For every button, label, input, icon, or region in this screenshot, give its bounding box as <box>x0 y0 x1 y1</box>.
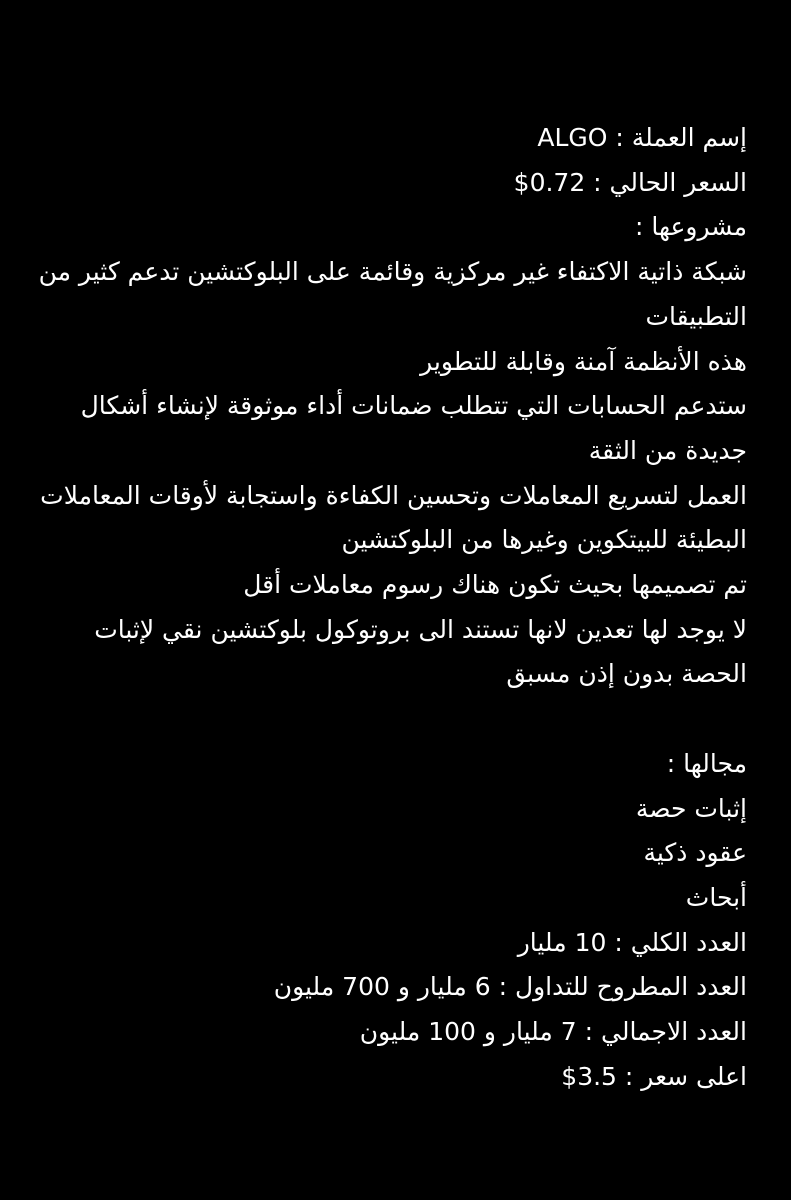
fields-heading: مجالها : <box>666 748 747 778</box>
project-line: تم تصميمها بحيث تكون هناك رسوم معاملات أقل <box>243 570 747 600</box>
all-time-high-line: اعلى سعر : 3.5$ <box>561 1061 747 1091</box>
field-item: عقود ذكية <box>643 838 747 868</box>
project-line: شبكة ذاتية الاكتفاء غير مركزية وقائمة على البلوكتشين تدعم كثير من التطبيقات <box>30 257 747 331</box>
project-line: لا يوجد لها تعدين لانها تستند الى بروتوكول بلوكتشين نقي لإثبات الحصة بدون إذن مسبق <box>86 614 747 689</box>
coin-name-line: إسم العملة : ALGO <box>537 123 747 152</box>
total-supply-line: العدد الكلي : 10 مليار <box>517 927 747 957</box>
field-item: أبحاث <box>685 882 747 912</box>
current-price-line: السعر الحالي : 0.72$ <box>513 167 747 197</box>
field-item: إثبات حصة <box>635 793 747 823</box>
project-heading: مشروعها : <box>635 212 747 242</box>
circulating-supply-line: العدد المطروح للتداول : 6 مليار و 700 مليون <box>273 972 747 1002</box>
blank-line <box>30 697 747 742</box>
project-line: هذه الأنظمة آمنة وقابلة للتطوير <box>420 346 747 376</box>
overall-supply-line: العدد الاجمالي : 7 مليار و 100 مليون <box>359 1017 747 1047</box>
project-line: العمل لتسريع المعاملات وتحسين الكفاءة واستجابة لأوقات المعاملات البطيئة للبيتكوين وغيرها من البلوكتشين <box>32 480 747 555</box>
note-text <box>30 116 747 1099</box>
project-line: ستدعم الحسابات التي تتطلب ضمانات أداء موثوقة لإنشاء أشكال جديدة من الثقة <box>72 391 747 465</box>
